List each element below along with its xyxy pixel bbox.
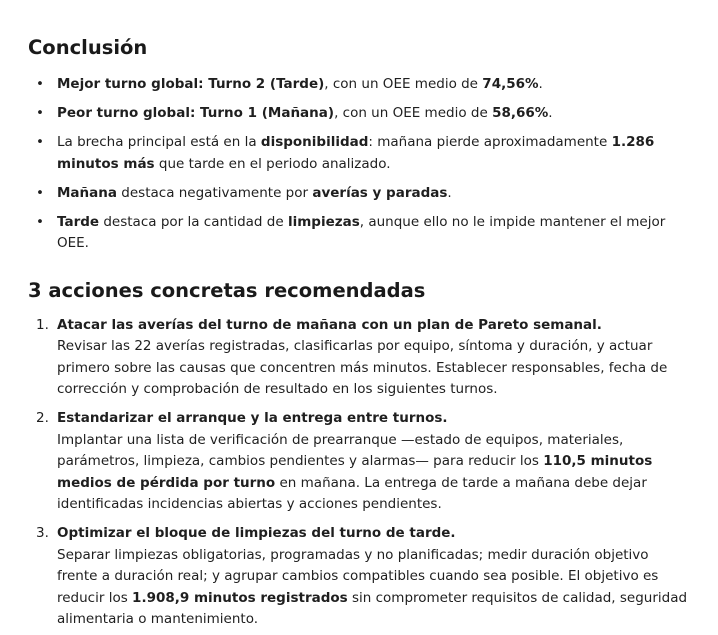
text: .: [548, 105, 553, 121]
list-number: 3.: [36, 525, 49, 541]
bold-text: averías y paradas: [312, 184, 448, 201]
bold-text: 58,66%: [492, 105, 549, 121]
list-item: [28, 103, 690, 125]
acciones-list: [28, 315, 690, 631]
action-title: Optimizar el bloque de limpiezas del turno de tarde.: [57, 525, 456, 541]
acciones-heading: 3 acciones concretas recomendadas: [28, 278, 426, 302]
text: , aunque ello no le impide mantener el mejor OEE.: [57, 213, 666, 251]
text: en mañana. La entrega de tarde a mañana debe dejar identificadas incidencias abiertas y acciones pendientes.: [57, 474, 647, 512]
bullet-icon: •: [36, 184, 44, 201]
conclusion-heading: Conclusión: [28, 36, 148, 59]
bold-text: Peor turno global: Turno 1 (Mañana): [57, 105, 335, 121]
text: destaca por la cantidad de: [99, 213, 288, 230]
list-item: [28, 523, 690, 631]
action-title: Atacar las averías del turno de mañana con un plan de Pareto semanal.: [57, 316, 602, 333]
text: .: [538, 76, 543, 92]
text: destaca negativamente por: [117, 184, 313, 201]
bold-text: 110,5 minutos medios de pérdida por turno: [57, 453, 653, 491]
bold-text: Mejor turno global: Turno 2 (Tarde): [57, 76, 325, 92]
text: : mañana pierde aproximadamente: [368, 134, 612, 150]
bullet-icon: •: [36, 105, 44, 121]
text: , con un OEE medio de: [334, 105, 493, 121]
list-number: 2.: [36, 410, 49, 426]
bold-text: 74,56%: [482, 76, 539, 92]
text: Revisar las 22 averías registradas, clasificarlas por equipo, síntoma y duración, y actuar primero sobre las causas que concentren más minutos. Establecer responsables, fecha de corrección y comprobación de resultado en los siguientes turnos.: [57, 338, 668, 397]
list-item: [28, 212, 690, 255]
text: que tarde en el periodo analizado.: [154, 155, 391, 172]
list-item: [28, 132, 690, 175]
text: .: [447, 184, 452, 201]
bold-text: 1.286 minutos más: [57, 134, 655, 172]
bold-text: limpiezas: [287, 213, 360, 230]
list-number: 1.: [36, 316, 49, 333]
list-item: [28, 74, 690, 96]
list-item: [28, 315, 690, 401]
bold-text: Tarde: [57, 213, 100, 230]
bold-text: disponibilidad: [260, 134, 369, 150]
list-item: [28, 408, 690, 516]
text: Separar limpiezas obligatorias, programadas y no planificadas; medir duración objetivo frente a duración real; y agrupar cambios compatibles cuando sea posible. El objetivo es reducir los: [57, 546, 659, 606]
bullet-icon: •: [36, 76, 44, 92]
text: sin comprometer requisitos de calidad, seguridad alimentaria o mantenimiento.: [57, 589, 688, 627]
bold-text: Mañana: [57, 184, 117, 201]
bold-text: 1.908,9 minutos registrados: [132, 589, 348, 606]
text: Implantar una lista de verificación de prearranque —estado de equipos, materiales, parámetros, limpieza, cambios pendientes y alarmas— para reducir los: [57, 431, 624, 469]
bullet-icon: •: [36, 134, 44, 150]
text: , con un OEE medio de: [324, 76, 483, 92]
conclusion-list: [28, 74, 690, 255]
list-item: [28, 183, 690, 205]
bullet-icon: •: [36, 213, 44, 230]
text: La brecha principal está en la: [57, 134, 261, 150]
action-title: Estandarizar el arranque y la entrega entre turnos.: [57, 410, 448, 426]
